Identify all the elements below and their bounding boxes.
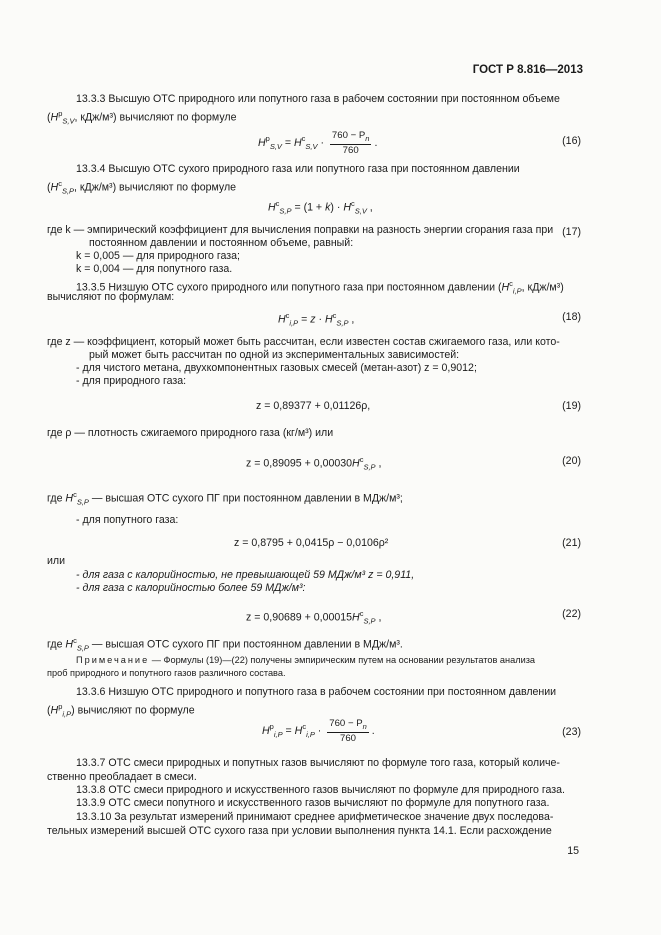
equation-18: $H^c_{i,P} = z \cdot H^c_{S,P}$ , [278, 311, 355, 328]
z-definition-line2: рый может быть рассчитан по одной из экспериментальных зависимостей: [89, 349, 460, 361]
rho-definition: где ρ — плотность сжигаемого природного газа (кг/м³) или [47, 427, 334, 439]
equation-number-20: (20) [562, 455, 581, 467]
equation-16: $H^p_{S,V} = H^c_{S,V}$ · $\frac{760 - P_n}{760}$ . [258, 130, 378, 156]
equation-22: $z = 0,90689 + 0,00015H^c_{S,P}$ , [246, 609, 382, 626]
k-associated-gas: k = 0,004 — для попутного газа. [76, 263, 233, 275]
equation-number-22: (22) [562, 608, 581, 620]
paragraph-13-3-10-line2: тельных измерений высшей ОТС сухого газа при условии выполнения пункта 14.1. Если расхождение [47, 825, 552, 837]
equation-19: z = 0,89377 + 0,01126ρ, [256, 400, 371, 412]
page-number: 15 [567, 845, 579, 857]
k-definition-line2: постоянном давлении и постоянном объеме, равный: [89, 237, 354, 249]
paragraph-13-3-4-line1: 13.3.4 Высшую ОТС сухого природного газа или попутного газа при постоянном давлении [76, 163, 520, 175]
note-line1: Примечание — Формулы (19)—(22) получены эмпирическим путем на основании результатов анализа [76, 655, 536, 665]
paragraph-13-3-3-line2: ($H^p_{S,V}$, кДж/м³) вычисляют по формуле [47, 109, 237, 126]
equation-number-17: (17) [562, 226, 581, 238]
equation-21: z = 0,8795 + 0,0415ρ − 0,0106ρ² [234, 537, 389, 549]
paragraph-13-3-10-line1: 13.3.10 За результат измерений принимают среднее арифметическое значение двух последова- [76, 811, 554, 823]
equation-20: $z = 0,89095 + 0,00030H^c_{S,P}$ , [246, 455, 382, 472]
calorific-condition-2: - для газа с калорийностью более 59 МДж/м³: [76, 582, 306, 594]
paragraph-13-3-7-line1: 13.3.7 ОТС смеси природных и попутных газов вычисляют по формуле того газа, который количе- [76, 757, 560, 769]
equation-17: $H^c_{S,P} = (1 + k) \cdot H^c_{S,V}$ , [268, 199, 373, 216]
or-label: или [47, 555, 66, 567]
pressure-fraction: $\frac{760 - P_n}{760}$ [331, 130, 370, 156]
equation-number-16: (16) [562, 135, 581, 147]
hs-definition-2: где $H^c_{S,P}$ — высшая ОТС сухого ПГ при постоянном давлении в МДж/м³. [47, 636, 403, 653]
paragraph-13-3-7-line2: ственно преобладает в смеси. [47, 771, 197, 783]
k-natural-gas: k = 0,005 — для природного газа; [76, 250, 240, 262]
pressure-fraction-2: $\frac{760 - P_n}{760}$ [329, 718, 367, 744]
paragraph-13-3-6-line2: $(H^p_{i,P})$ вычисляют по формуле [47, 702, 195, 719]
associated-gas-label: - для попутного газа: [76, 514, 179, 526]
z-definition-line1: где z — коэффициент, который может быть рассчитан, если известен состав сжигаемого газа, или кото- [47, 336, 560, 348]
z-natural-gas-label: - для природного газа: [76, 375, 187, 387]
paragraph-13-3-3-line1: 13.3.3 Высшую ОТС природного или попутного газа в рабочем состоянии при постоянном объеме [76, 93, 560, 105]
paragraph-13-3-9: 13.3.9 ОТС смеси попутного и искусственного газов вычисляют по формуле для попутного газа. [76, 797, 550, 809]
paragraph-13-3-4-line2: ($H^c_{S,P}$, кДж/м³) вычисляют по формуле [47, 179, 237, 196]
k-definition-line1: где k — эмпирический коэффициент для вычисления поправки на разность энергии сгорания газа при [47, 224, 554, 236]
paragraph-13-3-6-line1: 13.3.6 Низшую ОТС природного и попутного газа в рабочем состоянии при постоянном давлении [76, 686, 557, 698]
z-pure-methane: - для чистого метана, двухкомпонентных газовых смесей (метан-азот) z = 0,9012; [76, 362, 477, 374]
calorific-condition-1: - для газа с калорийностью, не превышающей 59 МДж/м³ z = 0,911, [76, 569, 415, 581]
paragraph-13-3-5-line1: 13.3.5 Низшую ОТС сухого природного или попутного газа при постоянном давлении ($H^c_{i,P}$, кДж/м³) [76, 279, 564, 296]
paragraph-13-3-8: 13.3.8 ОТС смеси природного и искусственного газов вычисляют по формуле для природного газа. [76, 784, 565, 796]
standard-header: ГОСТ Р 8.816—2013 [472, 64, 583, 76]
note-label: Примечание [76, 655, 150, 665]
paragraph-13-3-5-line2: вычисляют по формулам: [47, 291, 175, 303]
equation-23: $H^p_{i,P} = H^c_{i,P}$ · $\frac{760 - P_n}{760}$ . [262, 718, 375, 744]
note-line2: проб природного и попутного газов различного состава. [47, 668, 286, 678]
equation-number-23: (23) [562, 726, 581, 738]
equation-number-19: (19) [562, 400, 581, 412]
hs-definition-1: где $H^c_{S,P}$ — высшая ОТС сухого ПГ при постоянном давлении в МДж/м³; [47, 490, 403, 507]
equation-number-21: (21) [562, 537, 581, 549]
equation-number-18: (18) [562, 311, 581, 323]
